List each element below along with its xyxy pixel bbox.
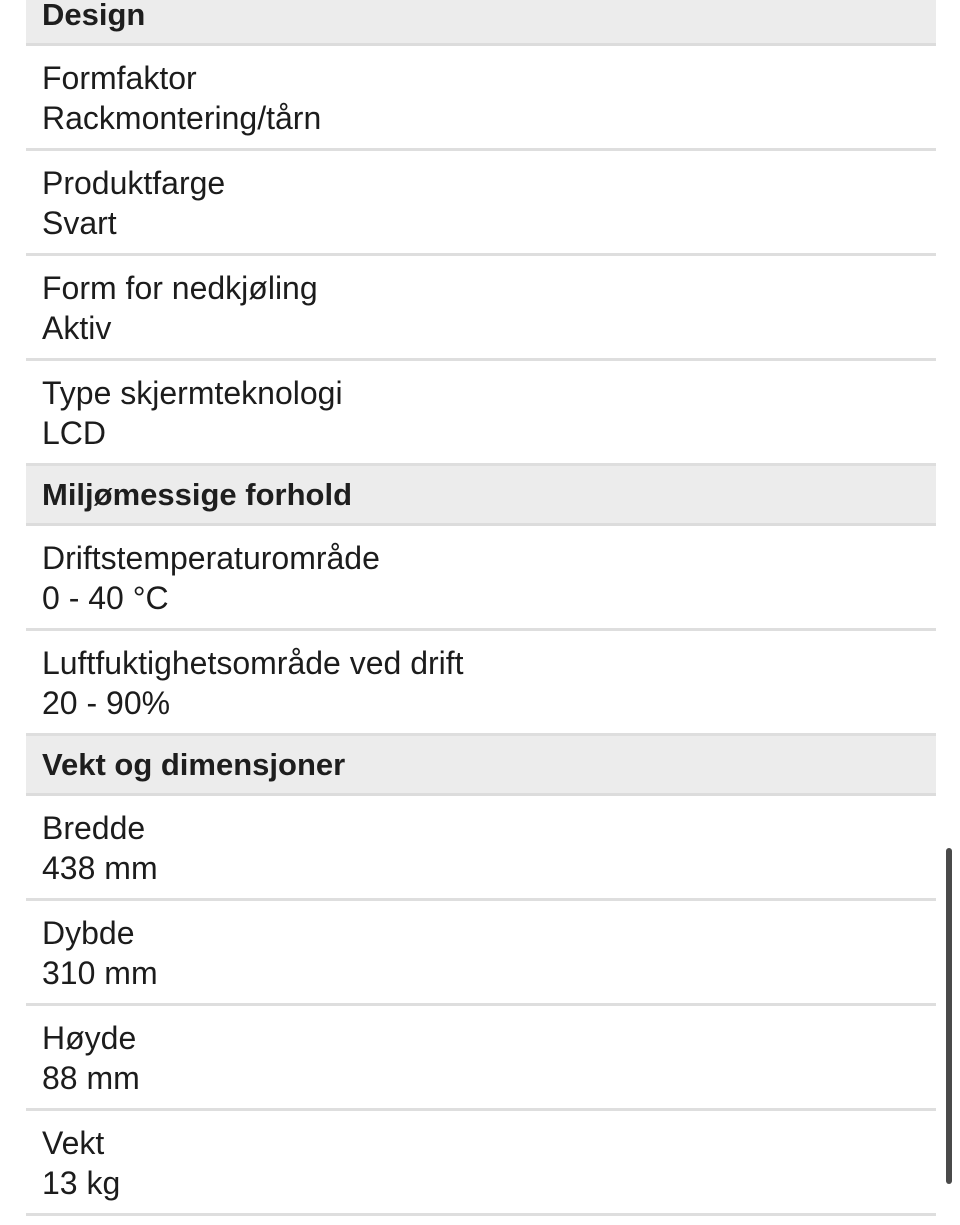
spec-list (26, 0, 936, 1216)
spec-value: 88 mm (42, 1060, 140, 1096)
spec-row-luftfuktighet (26, 631, 936, 736)
spec-value: 0 - 40 °C (42, 580, 169, 616)
spec-value: LCD (42, 415, 107, 451)
spec-row-formfaktor (26, 46, 936, 151)
section-header-design: Design (26, 0, 936, 46)
spec-label: Type skjermteknologi (42, 375, 343, 411)
spec-label: Produktfarge (42, 165, 226, 201)
spec-value: Aktiv (42, 310, 112, 346)
spec-value: 20 - 90% (42, 685, 171, 721)
spec-row-driftstemperatur (26, 526, 936, 631)
spec-value: Rackmontering/tårn (42, 100, 322, 136)
spec-row-nedkjoling (26, 256, 936, 361)
spec-row-skjermteknologi (26, 361, 936, 466)
spec-row-vekt (26, 1111, 936, 1216)
spec-label: Dybde (42, 915, 135, 951)
spec-label: Vekt (42, 1125, 105, 1161)
spec-label: Driftstemperaturområde (42, 540, 380, 576)
spec-row-hoyde (26, 1006, 936, 1111)
spec-value: 13 kg (42, 1165, 121, 1201)
spec-value: 438 mm (42, 850, 158, 886)
spec-row-dybde (26, 901, 936, 1006)
spec-value: 310 mm (42, 955, 158, 991)
section-header-vekt-dimensjoner: Vekt og dimensjoner (26, 736, 936, 796)
section-header-miljo: Miljømessige forhold (26, 466, 936, 526)
spec-label: Form for nedkjøling (42, 270, 318, 306)
spec-row-bredde (26, 796, 936, 901)
spec-label: Høyde (42, 1020, 137, 1056)
spec-row-produktfarge (26, 151, 936, 256)
spec-value: Svart (42, 205, 117, 241)
spec-label: Luftfuktighetsområde ved drift (42, 645, 464, 681)
scrollbar-thumb[interactable] (946, 848, 952, 1184)
vertical-scrollbar[interactable] (944, 848, 954, 1184)
spec-label: Bredde (42, 810, 146, 846)
spec-label: Formfaktor (42, 60, 197, 96)
